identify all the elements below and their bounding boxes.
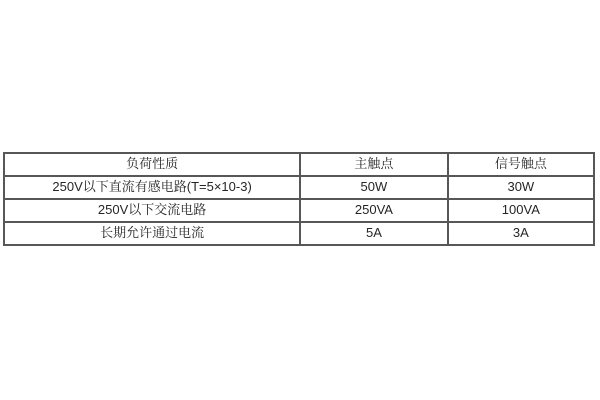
table-row (4, 222, 594, 245)
spec-table (3, 152, 595, 246)
header-cell-signal-contact: 信号触点 (448, 153, 594, 176)
cell-main-contact: 250VA (300, 199, 448, 222)
table-row (4, 199, 594, 222)
cell-signal-contact: 100VA (448, 199, 594, 222)
cell-main-contact: 5A (300, 222, 448, 245)
cell-load-nature: 250V以下直流有感电路(T=5×10-3) (4, 176, 300, 199)
cell-signal-contact: 3A (448, 222, 594, 245)
table-row (4, 176, 594, 199)
cell-load-nature: 250V以下交流电路 (4, 199, 300, 222)
table-header-row (4, 153, 594, 176)
cell-load-nature: 长期允许通过电流 (4, 222, 300, 245)
header-cell-load-nature: 负荷性质 (4, 153, 300, 176)
cell-main-contact: 50W (300, 176, 448, 199)
header-cell-main-contact: 主触点 (300, 153, 448, 176)
cell-signal-contact: 30W (448, 176, 594, 199)
